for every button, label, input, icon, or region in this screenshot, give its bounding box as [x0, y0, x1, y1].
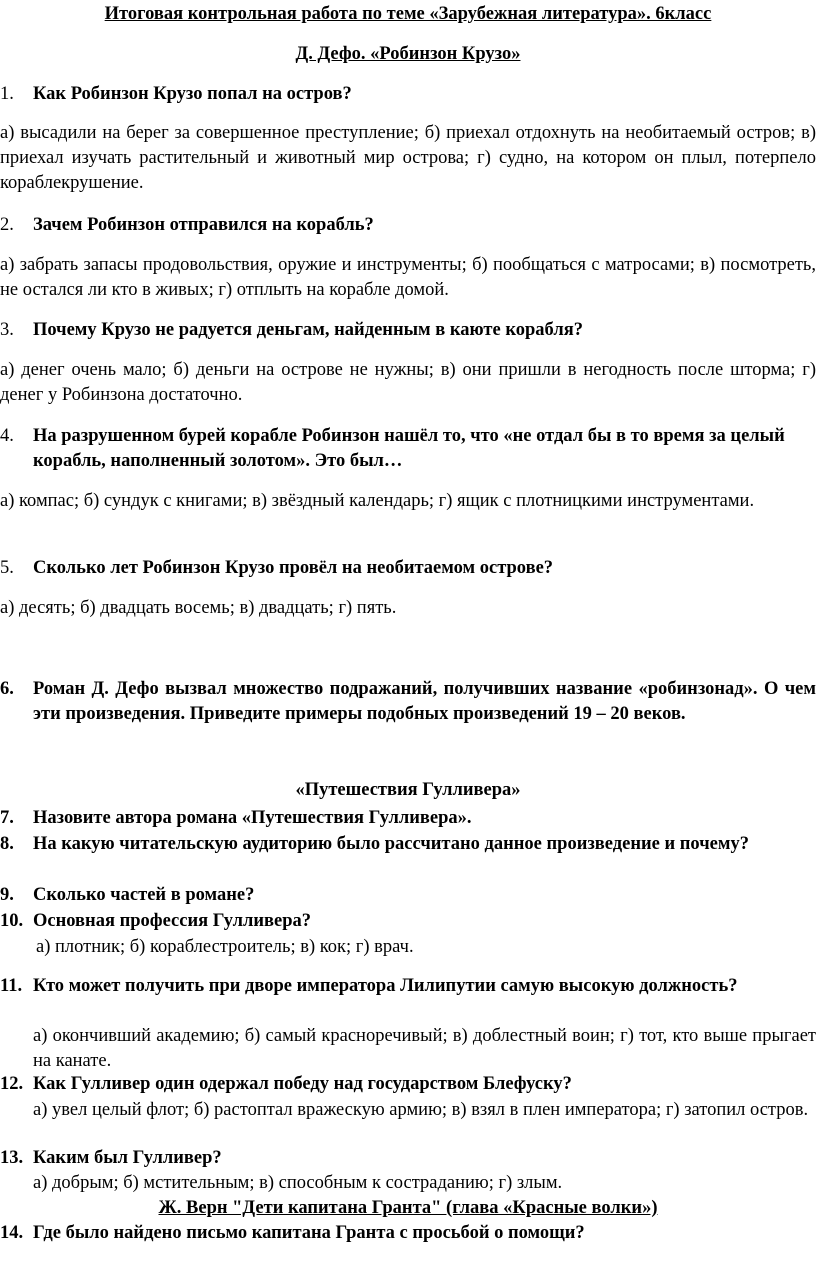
question-6 [0, 677, 816, 727]
answers-10: а) плотник; б) кораблестроитель; в) кок; г) врач. [36, 937, 414, 957]
question-12 [0, 1072, 816, 1097]
answers-1: а) высадили на берег за совершенное преступление; б) приехал отдохнуть на необитаемый остров; в) приехал изучать растительный и животный мир острова; г) судно, на котором он плыл, потерпело кораблекрушение. [0, 123, 816, 193]
question-14 [0, 1221, 816, 1246]
question-text: Назовите автора романа «Путешествия Гулливера». [33, 808, 472, 828]
question-number: 7. [0, 808, 14, 828]
section-title-verne: Ж. Верн "Дети капитана Гранта" (глава «Красные волки») [158, 1198, 658, 1218]
question-13 [0, 1146, 816, 1171]
answers-4: а) компас; б) сундук с книгами; в) звёздный календарь; г) ящик с плотницкими инструментами. [0, 491, 755, 511]
question-text: Кто может получить при дворе императора Лилипутии самую высокую должность? [33, 976, 738, 996]
answers-3: а) денег очень мало; б) деньги на острове не нужны; в) они пришли в негодность после шторма; г) денег у Робинзона достаточно. [0, 360, 816, 405]
question-1 [0, 82, 816, 107]
answers-13: а) добрым; б) мстительным; в) способным к состраданию; г) злым. [33, 1173, 563, 1193]
question-text: На разрушенном бурей корабле Робинзон нашёл то, что «не отдал бы в то время за целый корабль, наполненный золотом». Это был… [33, 426, 785, 471]
question-text: Как Гулливер один одержал победу над государством Блефуску? [33, 1074, 572, 1094]
answers-5: а) десять; б) двадцать восемь; в) двадцать; г) пять. [0, 598, 397, 618]
question-number: 1. [0, 84, 14, 104]
section-title-gulliver: «Путешествия Гулливера» [295, 780, 521, 800]
question-text: Зачем Робинзон отправился на корабль? [33, 215, 374, 235]
question-text: На какую читательскую аудиторию было рассчитано данное произведение и почему? [33, 834, 749, 854]
question-number: 8. [0, 834, 14, 854]
answers-12: а) увел целый флот; б) растоптал вражескую армию; в) взял в плен императора; г) затопил остров. [33, 1100, 809, 1120]
answers-2: а) забрать запасы продовольствия, оружие и инструменты; б) пообщаться с матросами; в) посмотреть, не остался ли кто в живых; г) отплыть на корабле домой. [0, 255, 816, 300]
answers-11: а) окончивший академию; б) самый красноречивый; в) доблестный воин; г) тот, кто выше прыгает на канате. [33, 1026, 816, 1071]
question-8 [0, 832, 816, 857]
question-11 [0, 974, 816, 999]
question-number: 11. [0, 976, 23, 996]
question-3 [0, 318, 816, 343]
question-text: Каким был Гулливер? [33, 1148, 222, 1168]
question-text: Основная профессия Гулливера? [33, 911, 311, 931]
question-text: Роман Д. Дефо вызвал множество подражаний, получивших название «робинзонад». О чем эти произведения. Приведите примеры подобных произведений 19 – 20 веков. [33, 679, 816, 724]
question-number: 10. [0, 911, 24, 931]
question-number: 13. [0, 1148, 24, 1168]
question-4 [0, 424, 816, 474]
question-text: Сколько частей в романе? [33, 885, 255, 905]
question-7 [0, 806, 816, 831]
question-number: 9. [0, 885, 14, 905]
question-number: 12. [0, 1074, 24, 1094]
question-number: 5. [0, 558, 14, 578]
question-number: 14. [0, 1223, 24, 1243]
question-text: Где было найдено письмо капитана Гранта с просьбой о помощи? [33, 1223, 585, 1243]
section-title-robinson: Д. Дефо. «Робинзон Крузо» [295, 44, 521, 64]
question-9 [0, 883, 816, 908]
question-2 [0, 213, 816, 238]
question-number: 4. [0, 426, 14, 446]
question-5 [0, 556, 816, 581]
question-number: 3. [0, 320, 14, 340]
question-number: 2. [0, 215, 14, 235]
question-text: Как Робинзон Крузо попал на остров? [33, 84, 352, 104]
question-number: 6. [0, 679, 14, 699]
document-title: Итоговая контрольная работа по теме «Зарубежная литература». 6класс [104, 4, 712, 24]
question-10 [0, 909, 816, 934]
question-text: Почему Крузо не радуется деньгам, найденным в каюте корабля? [33, 320, 583, 340]
question-text: Сколько лет Робинзон Крузо провёл на необитаемом острове? [33, 558, 554, 578]
